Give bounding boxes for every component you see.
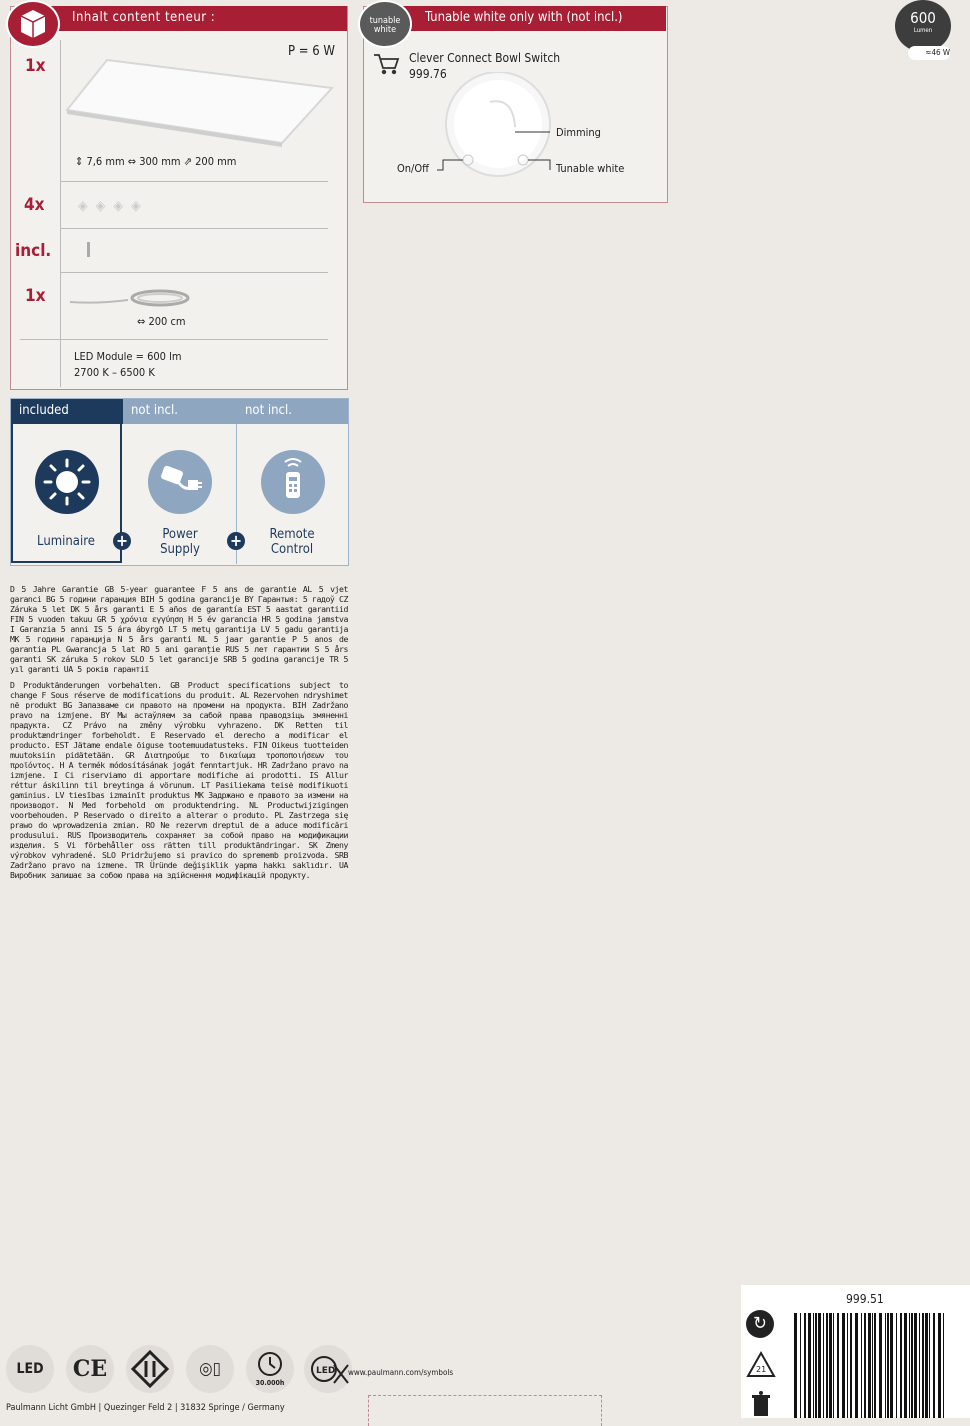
- dimming-label: Dimming: [556, 126, 601, 139]
- plus-icon: +: [227, 532, 245, 550]
- watt-equivalent: ≈46 W: [908, 46, 950, 60]
- onoff-label: On/Off: [397, 162, 430, 175]
- qty-panel: 1x: [25, 56, 46, 76]
- dim-length: 300 mm: [139, 155, 181, 168]
- divider: [60, 228, 328, 229]
- divider: [60, 181, 328, 182]
- dim-height: 7,6 mm: [86, 155, 125, 168]
- lifetime-hours: 30.000h: [255, 1379, 285, 1387]
- tab-not-incl-power: not incl.: [123, 399, 237, 424]
- ce-icon: CE: [66, 1345, 114, 1393]
- remote-control-label: Remote Control: [269, 527, 315, 557]
- no-disposal-icon: [304, 1345, 352, 1393]
- tunable-header: [395, 6, 666, 31]
- led-icon: LED: [6, 1345, 54, 1393]
- contents-header-text: Inhalt content teneur :: [72, 10, 216, 25]
- tunable-header-text: Tunable white only with (not incl.): [425, 10, 623, 25]
- tab-not-incl-remote: not incl.: [237, 399, 348, 424]
- recycling-triangle-icon: [746, 1350, 776, 1380]
- cable-icon: [68, 284, 193, 312]
- length-icon: ⇔: [137, 315, 146, 328]
- company-address: Paulmann Licht GmbH | Quezinger Feld 2 | 31832 Springe / Germany: [6, 1403, 285, 1413]
- dim-width: 200 mm: [195, 155, 237, 168]
- bin-icon: [749, 1390, 773, 1418]
- screws-icon: ◈◈◈◈: [78, 198, 149, 214]
- badge-line2: white: [373, 25, 397, 35]
- lumen-value: 600: [910, 9, 936, 27]
- tab-included: included: [11, 399, 123, 424]
- led-module: LED Module = 600 lm: [74, 350, 182, 363]
- length-icon: ⇔: [127, 155, 137, 168]
- symbols-link[interactable]: www.paulmann.com/symbols: [348, 1368, 454, 1377]
- color-temperature: 2700 K – 6500 K: [74, 366, 155, 379]
- article-number: 999.51: [846, 1292, 884, 1306]
- changes-text: D Produktänderungen vorbehalten. GB Product specifications subject to change F Sous réserve de modifications du produit. AL Rezervohen ndryshimet në produkt BG Запазваме си правото на промени на продукта. BIH Zadržano pravo na izmjene. BY Мы астаўляем за сабой права праводзіць змяненні прадукта. CZ Právo na změny výrobku vyhrazeno. DK Retten til produktændringer forbeholdt. E Reservado el derecho a modificar el producto. EST Jätame endale õiguse tootemuudatusteks. FIN Oikeus tuotteiden muutoksiin pidätetään. GR Διατηρούμε το δικαίωμα τροποποιήσεων του προϊόντος. H A termék módosításának jogát fenntartjuk. HR Zadržano pravo na izmjene. I Ci riserviamo di apportare modifiche ai prodotti. IS Allur réttur áskilinn til breytinga á vörunum. LT Pasiliekama teisė modifikuoti gaminius. LV tiesības izmainīt produktus MK Задржано е правото за измени на производот. N Med forbehold om produktendring. NL Productwijzigingen voorbehouden. P Reservado o direito a alterar o produto. PL Zastrzega się prawo do wprowadzenia zmian. RO Ne rezervm dreptul de a aduce modificări produsului. RUS Производитель сохраняет за собой право на модификации изделия. S Vi förbehåller oss rätten till produktändringar. SK Zmeny výrobkov vyhradené. SLO Pridržujemo si pravico do sprememb proizvoda. SRB Zadržano pravo na izmene. TR Üründe değişiklik yapma hakkı saklıdır. UA Виробник залишає за собою права на здійснення модифікацій продукту.: [10, 680, 348, 880]
- included-panel: [10, 398, 349, 566]
- power-label: P = 6 W: [288, 44, 335, 59]
- accessory-name: Clever Connect Bowl Switch: [409, 51, 561, 65]
- width-icon: ⇗: [183, 155, 192, 168]
- dimmable-icon: ◎▯: [186, 1345, 234, 1393]
- safety-class-icon: [126, 1345, 174, 1393]
- power-supply-label: Power Supply: [160, 527, 200, 557]
- badge-line1: tunable: [369, 16, 401, 26]
- plus-icon: +: [113, 532, 131, 550]
- power-supply-icon: [148, 450, 212, 514]
- contents-header: [30, 6, 347, 31]
- panel-image: [62, 55, 337, 150]
- box-icon: [6, 0, 60, 48]
- recycle-icon: ↻: [746, 1310, 774, 1338]
- cable-length-value: 200 cm: [148, 315, 186, 328]
- height-icon: ⇕: [75, 155, 84, 168]
- tunable-white-badge: [358, 0, 412, 48]
- cable-length: [137, 315, 186, 328]
- remote-control-icon: [261, 450, 325, 514]
- qty-screws: 4x: [24, 195, 45, 215]
- lumen-badge: [895, 0, 951, 52]
- dimensions: [75, 155, 236, 168]
- qty-cable: 1x: [25, 286, 46, 306]
- lumen-unit: Lumen: [913, 27, 933, 34]
- svg-text:LED: LED: [316, 1366, 336, 1376]
- divider: [60, 40, 61, 387]
- svg-text:21: 21: [756, 1365, 767, 1374]
- accessory-number: 999.76: [409, 67, 447, 81]
- divider: [60, 272, 328, 273]
- led-info: [74, 349, 182, 381]
- luminaire-label: Luminaire: [37, 534, 95, 549]
- barcode: [794, 1313, 946, 1418]
- tunable-label: Tunable white: [556, 162, 625, 175]
- dashed-box: [368, 1395, 602, 1426]
- divider: [20, 339, 328, 340]
- luminaire-icon: [35, 450, 99, 514]
- qty-included: incl.: [15, 241, 52, 261]
- lifetime-icon: [246, 1345, 294, 1393]
- guarantee-text: D 5 Jahre Garantie GB 5-year guarantee F 5 ans de garantie AL 5 vjet garanci BG 5 години гаранция BIH 5 godina garancije BY Гарантыя: 5 гадоў CZ Záruka 5 let DK 5 års garanti E 5 años de garantía EST 5 aastat garantiid FIN 5 vuoden takuu GR 5 χρόνια εγγύηση H 5 év garancia HR 5 godina jamstva I Garanzia 5 anni IS 5 ára ábyrgð LT 5 metų garantija LV 5 gadu garantija MK 5 години гаранција N 5 års garanti NL 5 jaar garantie P 5 anos de garantia PL Gwarancja 5 lat RO 5 ani garanție RUS 5 лет гарантии S 5 års garanti SK záruka 5 rokov SLO 5 let garancije SRB 5 godina garancije TR 5 yıl garanti UA 5 років гарантії: [10, 584, 348, 674]
- tool-icon: [87, 242, 90, 257]
